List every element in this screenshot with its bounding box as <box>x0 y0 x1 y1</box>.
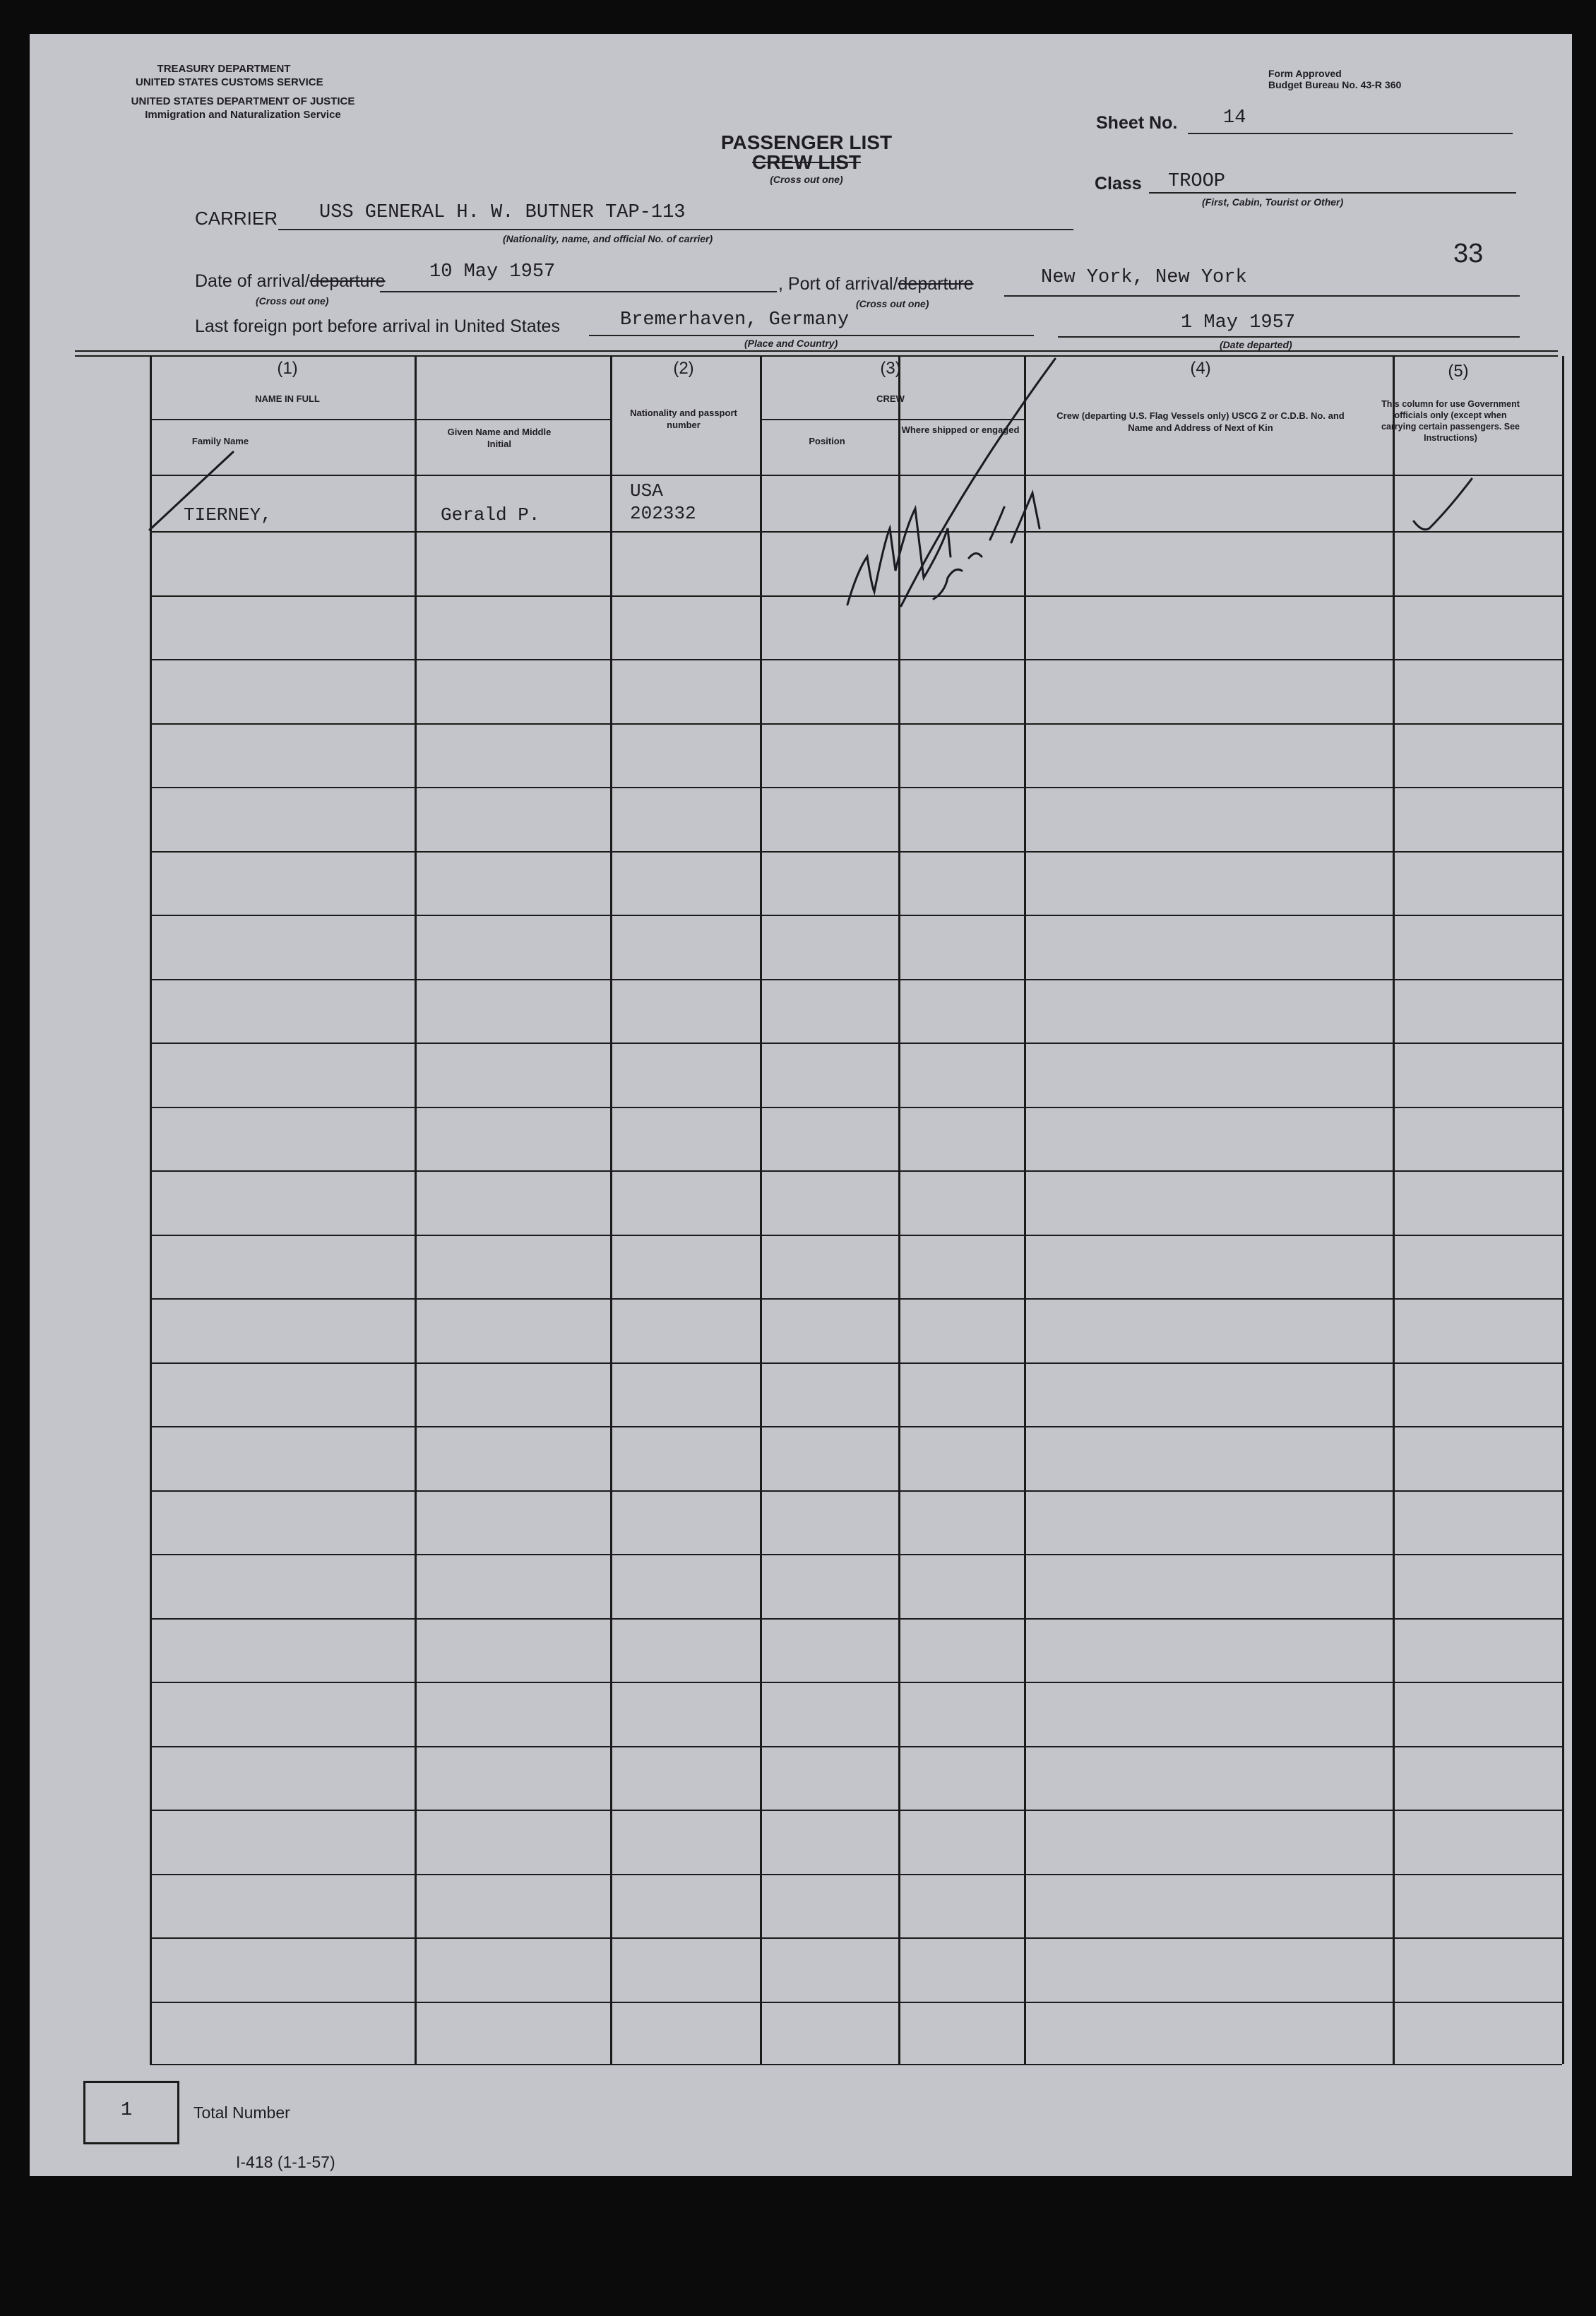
row-passport: 202332 <box>630 503 696 524</box>
row-family-name: TIERNEY, <box>184 504 272 525</box>
diagonal-stroke <box>901 359 1055 606</box>
col5-title: This column for use Government officials only (except when carrying certain passengers. See Instructions) <box>1381 399 1520 443</box>
agency-line-1: TREASURY DEPARTMENT <box>157 63 291 75</box>
last-port-caption: (Place and Country) <box>744 338 838 349</box>
agency-line-4: Immigration and Naturalization Service <box>145 109 341 121</box>
col4-number: (4) <box>1190 359 1211 378</box>
total-number-value: 1 <box>121 2100 133 2121</box>
date-of-arrival-text: Date of arrival/ <box>195 271 310 291</box>
departed-date-value: 1 May 1957 <box>1181 312 1296 333</box>
last-port-label: Last foreign port before arrival in United States <box>195 316 560 336</box>
form-identifier: I-418 (1-1-57) <box>236 2153 335 2171</box>
class-caption: (First, Cabin, Tourist or Other) <box>1202 196 1344 208</box>
last-port-value: Bremerhaven, Germany <box>620 309 850 331</box>
form-approved-line-1: Form Approved <box>1268 68 1342 79</box>
carrier-value: USS GENERAL H. W. BUTNER TAP-113 <box>319 202 686 223</box>
col2-number: (2) <box>673 359 694 378</box>
row-given-name: Gerald P. <box>441 504 540 525</box>
signature-scrawl <box>847 509 951 605</box>
total-number-label: Total Number <box>193 2103 290 2122</box>
carrier-caption: (Nationality, name, and official No. of carrier) <box>503 233 713 244</box>
row-check-slash <box>150 452 233 530</box>
row-nationality: USA <box>630 480 663 501</box>
col2-title: Nationality and passport number <box>630 408 737 430</box>
port-cross-out: (Cross out one) <box>856 298 929 309</box>
form-sheet <box>30 34 1572 2176</box>
col1-title: NAME IN FULL <box>255 393 320 404</box>
col3-title: CREW <box>876 393 905 404</box>
sheet-number-value: 14 <box>1223 107 1246 129</box>
total-number-box <box>83 2081 179 2144</box>
class-value: TROOP <box>1168 171 1226 192</box>
col3-number: (3) <box>880 359 901 378</box>
title-passenger-list: PASSENGER LIST <box>720 131 893 153</box>
date-cross-out: (Cross out one) <box>256 295 329 307</box>
title-crew-list: CREW LIST <box>752 151 861 173</box>
col5-checkmark <box>1414 479 1472 530</box>
agency-line-3: UNITED STATES DEPARTMENT OF JUSTICE <box>131 95 355 107</box>
handwritten-marks <box>30 34 1572 2176</box>
port-of-arrival-value: New York, New York <box>1041 267 1247 288</box>
page-number: 33 <box>1453 239 1484 268</box>
sheet-number-label: Sheet No. <box>1096 113 1178 133</box>
port-departure-struck: departure <box>898 274 974 294</box>
title-cross-out: (Cross out one) <box>770 174 843 185</box>
col4-title: Crew (departing U.S. Flag Vessels only) USCG Z or C.D.B. No. and Name and Address of Next of Kin <box>1056 410 1345 433</box>
agency-line-2: UNITED STATES CUSTOMS SERVICE <box>136 76 323 88</box>
form-approved-line-2: Budget Bureau No. 43-R 360 <box>1268 79 1402 90</box>
date-of-arrival-value: 10 May 1957 <box>429 261 556 283</box>
col3a-position: Position <box>809 436 845 446</box>
class-label: Class <box>1095 174 1142 194</box>
col1b-given-name: Given Name and Middle Initial <box>447 427 552 449</box>
col1a-family-name: Family Name <box>191 436 249 446</box>
port-of-arrival-text: Port of arrival/ <box>787 274 898 294</box>
col1-number: (1) <box>277 359 298 378</box>
carrier-label: CARRIER <box>195 208 278 229</box>
col3b-where-shipped: Where shipped or engaged <box>901 424 1020 435</box>
port-comma: , <box>778 274 788 294</box>
departed-date-caption: (Date departed) <box>1220 339 1292 350</box>
col5-number: (5) <box>1448 362 1469 381</box>
date-departure-struck: departure <box>309 271 386 291</box>
